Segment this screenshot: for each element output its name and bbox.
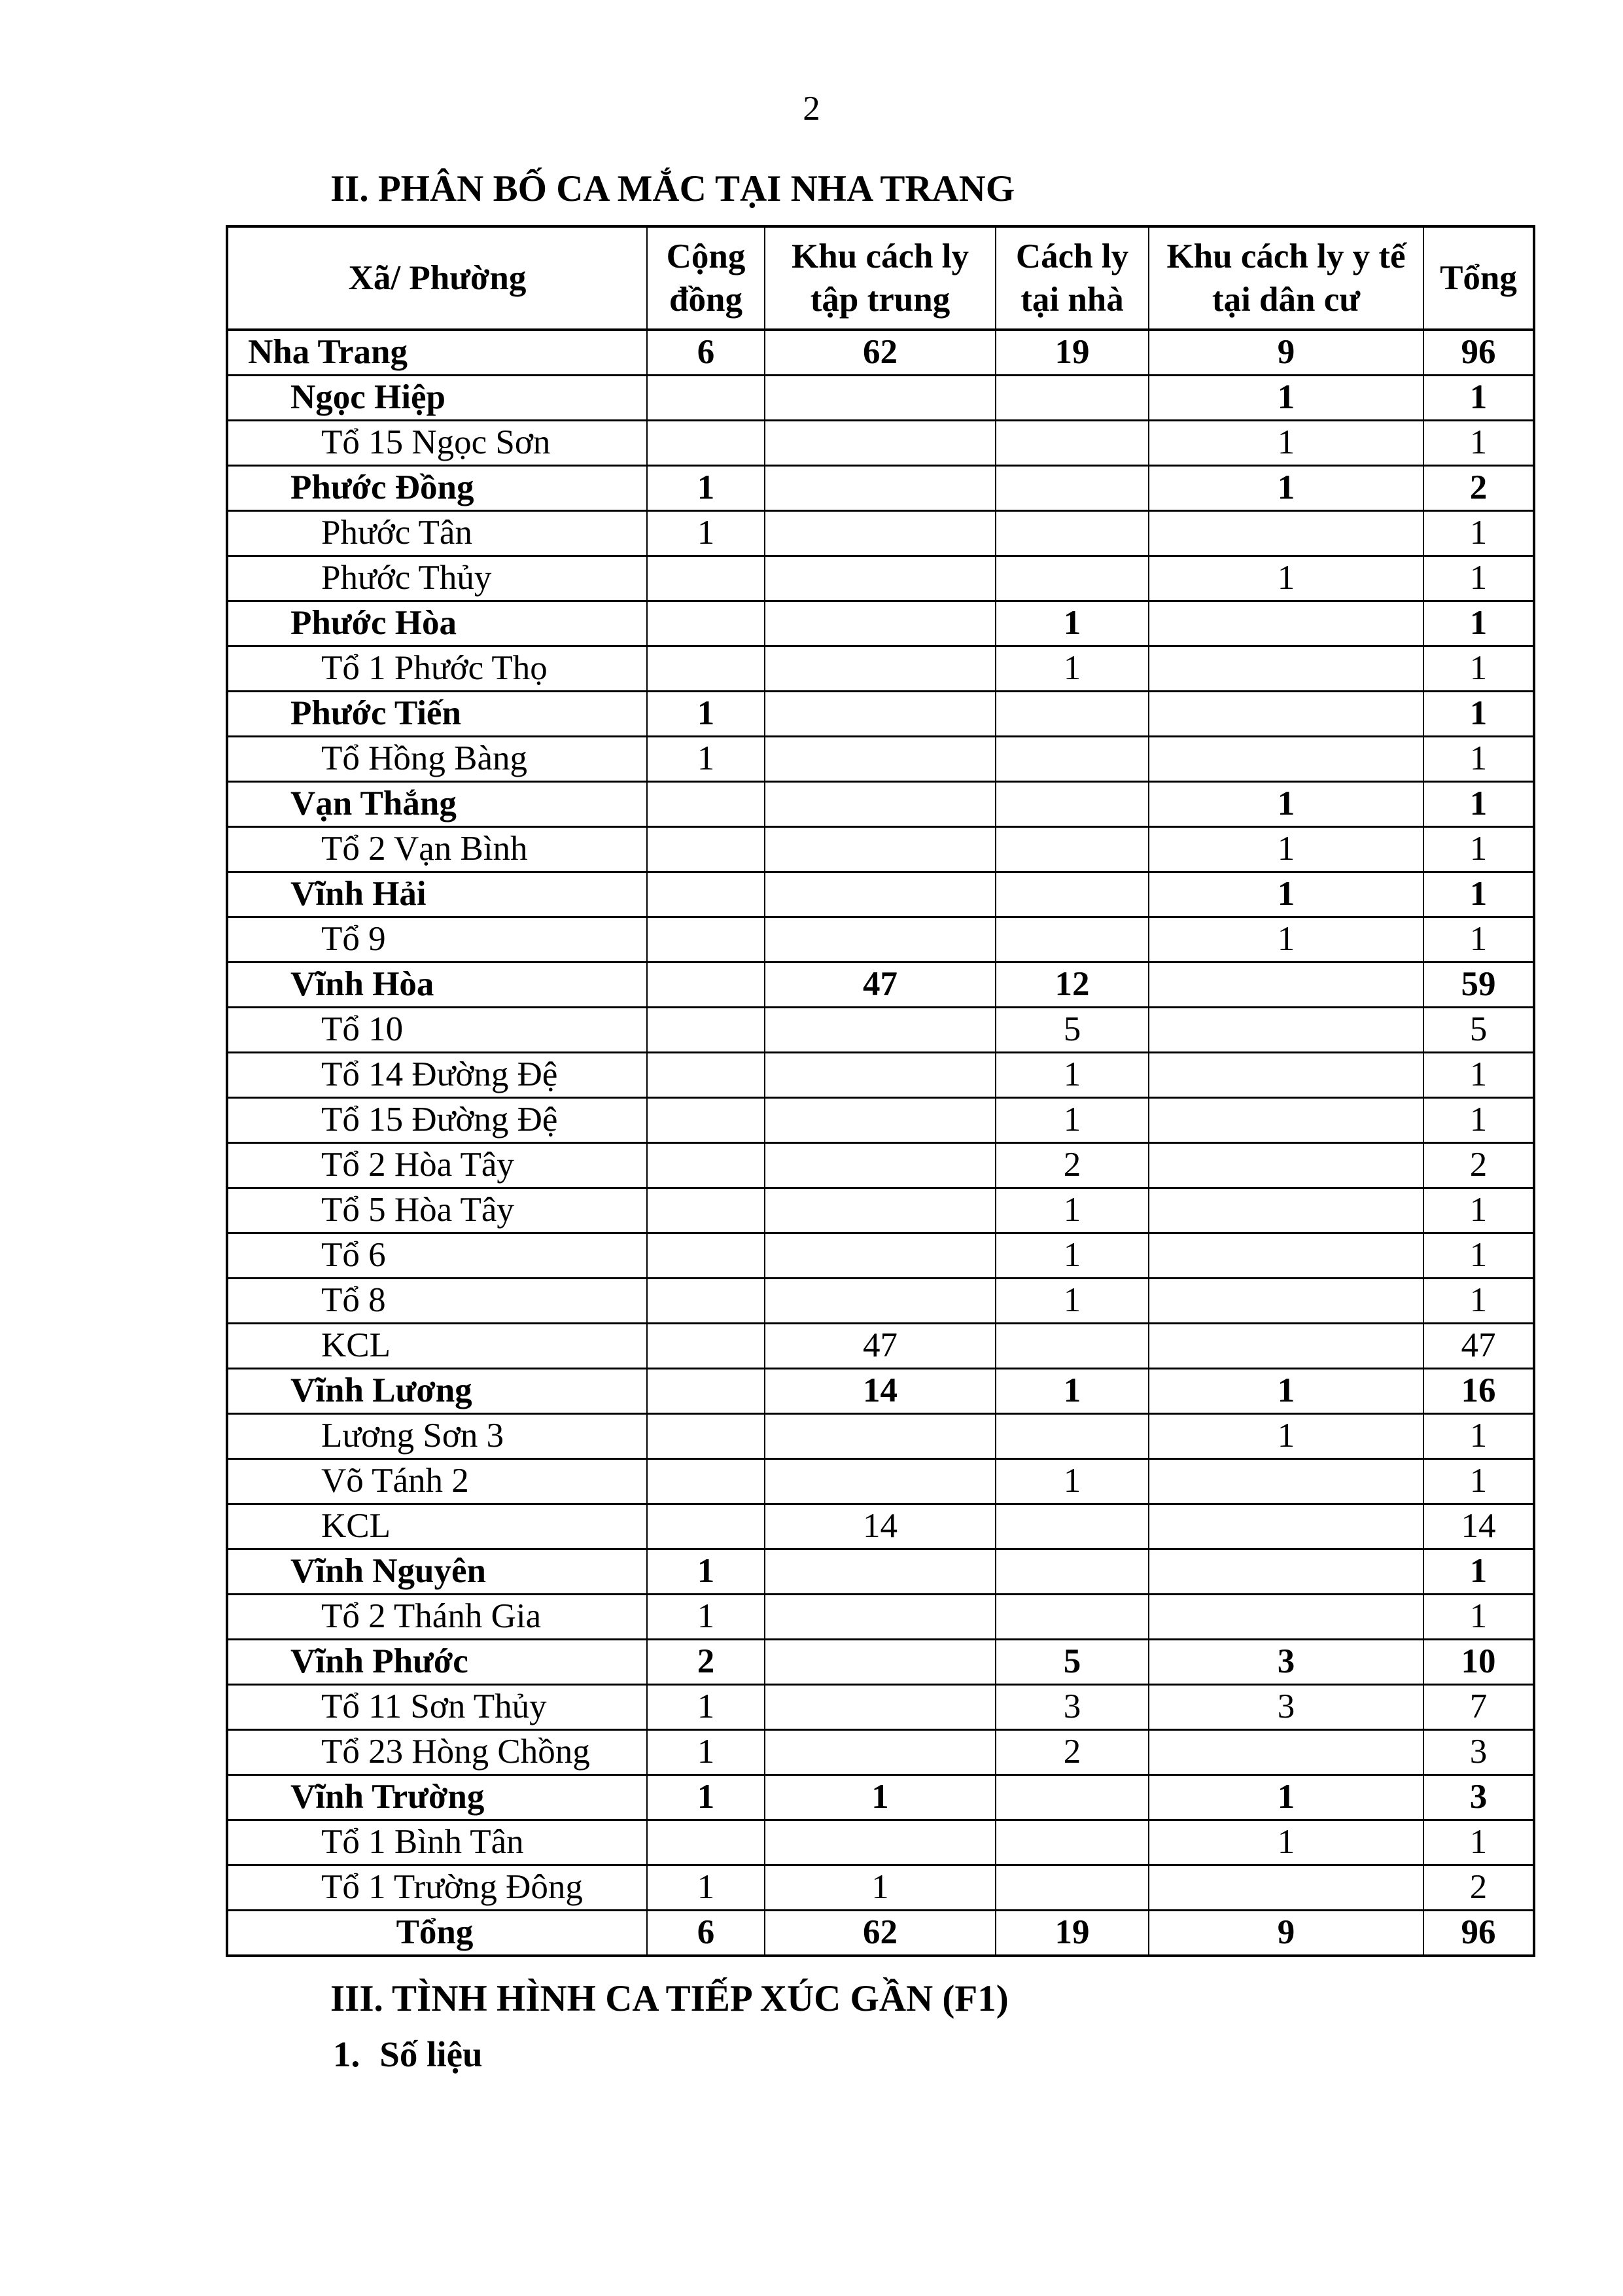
value-cell <box>1149 1504 1423 1549</box>
area-name-cell: Tổ 9 <box>227 917 647 963</box>
table-row <box>227 737 1534 782</box>
area-name-cell: Tổ 10 <box>227 1008 647 1053</box>
table-row <box>227 421 1534 466</box>
table-row <box>227 1279 1534 1324</box>
value-cell: 1 <box>996 1188 1149 1233</box>
value-cell <box>996 827 1149 872</box>
value-cell: 1 <box>1149 1820 1423 1865</box>
area-name-cell: Vĩnh Hải <box>227 872 647 917</box>
area-name-cell: Vĩnh Hòa <box>227 963 647 1008</box>
value-cell <box>647 917 765 963</box>
value-cell: 1 <box>647 466 765 511</box>
value-cell: 1 <box>1149 466 1423 511</box>
value-cell <box>996 1324 1149 1369</box>
table-row <box>227 556 1534 601</box>
area-name-cell: Tổ 1 Trường Đông <box>227 1865 647 1911</box>
value-cell: 2 <box>647 1640 765 1685</box>
table-row <box>227 1775 1534 1820</box>
value-cell: 1 <box>1423 782 1534 827</box>
value-cell <box>996 1414 1149 1459</box>
area-name-cell: Phước Đồng <box>227 466 647 511</box>
table-row <box>227 1549 1534 1595</box>
value-cell: 19 <box>996 1911 1149 1956</box>
area-name-cell: Tổ 14 Đường Đệ <box>227 1053 647 1098</box>
value-cell <box>996 1775 1149 1820</box>
value-cell <box>996 556 1149 601</box>
value-cell: 62 <box>765 330 996 376</box>
value-cell: 1 <box>1149 556 1423 601</box>
value-cell: 1 <box>1149 1775 1423 1820</box>
area-name-cell: Phước Tiến <box>227 692 647 737</box>
area-name-cell: Tổng <box>227 1911 647 1956</box>
section-heading-2: II. PHÂN BỐ CA MẮC TẠI NHA TRANG <box>330 168 1015 209</box>
value-cell: 3 <box>996 1685 1149 1730</box>
value-cell <box>996 1595 1149 1640</box>
value-cell: 62 <box>765 1911 996 1956</box>
area-name-cell: Tổ 11 Sơn Thủy <box>227 1685 647 1730</box>
value-cell: 1 <box>1423 1820 1534 1865</box>
value-cell: 1 <box>1423 1414 1534 1459</box>
value-cell: 1 <box>1423 556 1534 601</box>
value-cell: 19 <box>996 330 1149 376</box>
value-cell: 1 <box>1149 1414 1423 1459</box>
value-cell: 47 <box>765 1324 996 1369</box>
area-name-cell: Tổ 5 Hòa Tây <box>227 1188 647 1233</box>
area-name-cell: Ngọc Hiệp <box>227 376 647 421</box>
value-cell <box>1149 1595 1423 1640</box>
value-cell: 2 <box>996 1143 1149 1188</box>
column-header-0: Xã/ Phường <box>227 226 647 330</box>
value-cell <box>1149 1549 1423 1595</box>
table-row <box>227 646 1534 692</box>
value-cell: 1 <box>1423 421 1534 466</box>
value-cell <box>1149 511 1423 556</box>
table-body <box>227 330 1534 1956</box>
table-header <box>227 226 1534 330</box>
value-cell: 1 <box>1423 827 1534 872</box>
value-cell <box>765 1730 996 1775</box>
value-cell: 96 <box>1423 330 1534 376</box>
table-row <box>227 872 1534 917</box>
value-cell <box>765 782 996 827</box>
area-name-cell: Tổ 1 Bình Tân <box>227 1820 647 1865</box>
value-cell <box>765 1053 996 1098</box>
column-header-2: Khu cách ly tập trung <box>765 226 996 330</box>
value-cell: 1 <box>647 1549 765 1595</box>
value-cell <box>765 1143 996 1188</box>
value-cell <box>647 1008 765 1053</box>
value-cell <box>647 1504 765 1549</box>
area-name-cell: Tổ 2 Thánh Gia <box>227 1595 647 1640</box>
value-cell: 1 <box>1149 917 1423 963</box>
area-name-cell: Phước Tân <box>227 511 647 556</box>
value-cell <box>1149 1324 1423 1369</box>
table-row <box>227 1369 1534 1414</box>
area-name-cell: Phước Hòa <box>227 601 647 646</box>
value-cell <box>765 737 996 782</box>
value-cell <box>647 782 765 827</box>
area-name-cell: Vĩnh Nguyên <box>227 1549 647 1595</box>
value-cell: 1 <box>996 1459 1149 1504</box>
value-cell <box>765 872 996 917</box>
table-header-row <box>227 226 1534 330</box>
value-cell <box>765 556 996 601</box>
value-cell: 1 <box>1423 1595 1534 1640</box>
value-cell: 47 <box>765 963 996 1008</box>
subsection-label: Số liệu <box>379 2034 483 2074</box>
table-row <box>227 1865 1534 1911</box>
value-cell <box>1149 692 1423 737</box>
value-cell: 1 <box>1423 1053 1534 1098</box>
table-row <box>227 692 1534 737</box>
value-cell <box>647 963 765 1008</box>
value-cell: 1 <box>765 1775 996 1820</box>
value-cell <box>1149 737 1423 782</box>
column-header-4: Khu cách ly y tế tại dân cư <box>1149 226 1423 330</box>
value-cell <box>765 1595 996 1640</box>
table-row <box>227 1685 1534 1730</box>
value-cell <box>996 376 1149 421</box>
value-cell: 2 <box>1423 1143 1534 1188</box>
value-cell <box>647 827 765 872</box>
value-cell: 1 <box>1423 1233 1534 1279</box>
table-row <box>227 511 1534 556</box>
value-cell <box>647 1279 765 1324</box>
value-cell: 16 <box>1423 1369 1534 1414</box>
area-name-cell: Tổ 8 <box>227 1279 647 1324</box>
value-cell: 5 <box>996 1640 1149 1685</box>
value-cell <box>1149 1459 1423 1504</box>
value-cell: 1 <box>1423 601 1534 646</box>
value-cell <box>996 421 1149 466</box>
value-cell <box>996 872 1149 917</box>
value-cell <box>765 376 996 421</box>
table-row <box>227 1098 1534 1143</box>
value-cell: 1 <box>1149 1369 1423 1414</box>
value-cell <box>765 1820 996 1865</box>
page-number: 2 <box>803 90 820 128</box>
value-cell: 1 <box>996 646 1149 692</box>
value-cell: 1 <box>1149 376 1423 421</box>
area-name-cell: Tổ 15 Ngọc Sơn <box>227 421 647 466</box>
value-cell <box>647 1820 765 1865</box>
value-cell: 5 <box>1423 1008 1534 1053</box>
value-cell <box>1149 1053 1423 1098</box>
value-cell <box>647 421 765 466</box>
value-cell: 1 <box>996 601 1149 646</box>
value-cell: 2 <box>1423 466 1534 511</box>
area-name-cell: Tổ 6 <box>227 1233 647 1279</box>
area-name-cell: Võ Tánh 2 <box>227 1459 647 1504</box>
table-row <box>227 1640 1534 1685</box>
value-cell <box>765 646 996 692</box>
value-cell: 14 <box>765 1369 996 1414</box>
area-name-cell: Tổ 23 Hòng Chồng <box>227 1730 647 1775</box>
value-cell <box>647 1233 765 1279</box>
value-cell <box>765 1640 996 1685</box>
area-name-cell: Nha Trang <box>227 330 647 376</box>
value-cell <box>647 1369 765 1414</box>
value-cell: 96 <box>1423 1911 1534 1956</box>
table-row <box>227 1008 1534 1053</box>
value-cell: 2 <box>996 1730 1149 1775</box>
value-cell <box>996 1820 1149 1865</box>
value-cell <box>647 376 765 421</box>
value-cell <box>765 917 996 963</box>
value-cell <box>765 1459 996 1504</box>
table-row <box>227 1459 1534 1504</box>
table-row <box>227 376 1534 421</box>
table-row <box>227 466 1534 511</box>
value-cell: 10 <box>1423 1640 1534 1685</box>
value-cell <box>996 737 1149 782</box>
value-cell <box>765 827 996 872</box>
value-cell: 47 <box>1423 1324 1534 1369</box>
case-distribution-table <box>226 225 1535 1957</box>
value-cell <box>765 1414 996 1459</box>
column-header-3: Cách ly tại nhà <box>996 226 1149 330</box>
value-cell <box>647 1459 765 1504</box>
value-cell: 1 <box>1423 872 1534 917</box>
value-cell <box>647 1324 765 1369</box>
value-cell: 1 <box>1423 692 1534 737</box>
value-cell <box>1149 1233 1423 1279</box>
value-cell: 14 <box>1423 1504 1534 1549</box>
value-cell: 6 <box>647 1911 765 1956</box>
value-cell: 9 <box>1149 1911 1423 1956</box>
table-row <box>227 1053 1534 1098</box>
value-cell: 1 <box>1423 1549 1534 1595</box>
value-cell: 3 <box>1423 1730 1534 1775</box>
value-cell: 1 <box>996 1098 1149 1143</box>
value-cell <box>647 601 765 646</box>
table-row <box>227 1143 1534 1188</box>
value-cell <box>1149 963 1423 1008</box>
value-cell <box>996 1549 1149 1595</box>
table-row <box>227 1911 1534 1956</box>
value-cell: 3 <box>1149 1640 1423 1685</box>
area-name-cell: Vĩnh Phước <box>227 1640 647 1685</box>
value-cell: 3 <box>1423 1775 1534 1820</box>
value-cell <box>996 782 1149 827</box>
value-cell: 1 <box>1423 1279 1534 1324</box>
section-heading-3: III. TÌNH HÌNH CA TIẾP XÚC GẦN (F1) <box>330 1978 1009 2019</box>
column-header-5: Tổng <box>1423 226 1534 330</box>
value-cell <box>1149 646 1423 692</box>
value-cell <box>647 556 765 601</box>
value-cell: 1 <box>647 511 765 556</box>
value-cell: 1 <box>1423 376 1534 421</box>
value-cell: 1 <box>1149 782 1423 827</box>
value-cell <box>765 1008 996 1053</box>
value-cell: 7 <box>1423 1685 1534 1730</box>
value-cell: 1 <box>765 1865 996 1911</box>
value-cell <box>765 692 996 737</box>
value-cell <box>765 1233 996 1279</box>
table-row <box>227 1820 1534 1865</box>
table-row <box>227 963 1534 1008</box>
value-cell <box>765 511 996 556</box>
table-row <box>227 1188 1534 1233</box>
table-row <box>227 782 1534 827</box>
value-cell: 1 <box>1423 1098 1534 1143</box>
value-cell <box>647 646 765 692</box>
area-name-cell: Vĩnh Trường <box>227 1775 647 1820</box>
value-cell: 1 <box>1423 511 1534 556</box>
value-cell: 1 <box>647 1685 765 1730</box>
value-cell: 1 <box>647 1775 765 1820</box>
value-cell <box>765 466 996 511</box>
area-name-cell: Tổ 15 Đường Đệ <box>227 1098 647 1143</box>
value-cell: 1 <box>1149 421 1423 466</box>
value-cell <box>647 1098 765 1143</box>
value-cell <box>765 1188 996 1233</box>
value-cell: 1 <box>647 692 765 737</box>
value-cell: 1 <box>1423 646 1534 692</box>
value-cell <box>765 1685 996 1730</box>
value-cell <box>996 466 1149 511</box>
area-name-cell: Vĩnh Lương <box>227 1369 647 1414</box>
value-cell: 1 <box>996 1279 1149 1324</box>
value-cell <box>1149 601 1423 646</box>
area-name-cell: Phước Thủy <box>227 556 647 601</box>
value-cell: 1 <box>1149 827 1423 872</box>
subsection-heading-1 <box>333 2034 483 2075</box>
value-cell: 1 <box>1423 917 1534 963</box>
table-row <box>227 1233 1534 1279</box>
table-row <box>227 1504 1534 1549</box>
area-name-cell: Tổ Hồng Bàng <box>227 737 647 782</box>
value-cell: 59 <box>1423 963 1534 1008</box>
value-cell <box>647 1053 765 1098</box>
value-cell: 6 <box>647 330 765 376</box>
subsection-number: 1. <box>333 2034 360 2074</box>
value-cell: 9 <box>1149 330 1423 376</box>
value-cell: 1 <box>1423 737 1534 782</box>
area-name-cell: KCL <box>227 1504 647 1549</box>
value-cell <box>647 1188 765 1233</box>
area-name-cell: Tổ 1 Phước Thọ <box>227 646 647 692</box>
value-cell <box>996 511 1149 556</box>
value-cell <box>765 1098 996 1143</box>
value-cell: 1 <box>647 1865 765 1911</box>
value-cell <box>1149 1730 1423 1775</box>
table-row <box>227 827 1534 872</box>
value-cell: 1 <box>647 1730 765 1775</box>
value-cell: 2 <box>1423 1865 1534 1911</box>
value-cell: 1 <box>647 1595 765 1640</box>
value-cell: 1 <box>647 737 765 782</box>
value-cell: 1 <box>996 1369 1149 1414</box>
value-cell <box>996 1865 1149 1911</box>
value-cell <box>996 692 1149 737</box>
value-cell: 1 <box>1423 1188 1534 1233</box>
column-header-1: Cộng đồng <box>647 226 765 330</box>
table-row <box>227 330 1534 376</box>
value-cell: 3 <box>1149 1685 1423 1730</box>
area-name-cell: Lương Sơn 3 <box>227 1414 647 1459</box>
value-cell <box>765 601 996 646</box>
value-cell <box>1149 1098 1423 1143</box>
value-cell: 5 <box>996 1008 1149 1053</box>
table-row <box>227 601 1534 646</box>
value-cell: 1 <box>1423 1459 1534 1504</box>
table-row <box>227 917 1534 963</box>
value-cell <box>647 1143 765 1188</box>
table-row <box>227 1730 1534 1775</box>
value-cell <box>1149 1008 1423 1053</box>
table-row <box>227 1595 1534 1640</box>
value-cell <box>765 1549 996 1595</box>
value-cell <box>1149 1143 1423 1188</box>
area-name-cell: Tổ 2 Hòa Tây <box>227 1143 647 1188</box>
table-row <box>227 1324 1534 1369</box>
area-name-cell: KCL <box>227 1324 647 1369</box>
table-row <box>227 1414 1534 1459</box>
value-cell <box>996 1504 1149 1549</box>
value-cell <box>996 917 1149 963</box>
value-cell: 1 <box>1149 872 1423 917</box>
value-cell: 1 <box>996 1053 1149 1098</box>
value-cell <box>1149 1865 1423 1911</box>
value-cell <box>1149 1188 1423 1233</box>
value-cell: 1 <box>996 1233 1149 1279</box>
value-cell <box>765 1279 996 1324</box>
value-cell <box>765 421 996 466</box>
area-name-cell: Tổ 2 Vạn Bình <box>227 827 647 872</box>
value-cell <box>647 1414 765 1459</box>
value-cell <box>647 872 765 917</box>
value-cell: 14 <box>765 1504 996 1549</box>
value-cell <box>1149 1279 1423 1324</box>
area-name-cell: Vạn Thắng <box>227 782 647 827</box>
value-cell: 12 <box>996 963 1149 1008</box>
